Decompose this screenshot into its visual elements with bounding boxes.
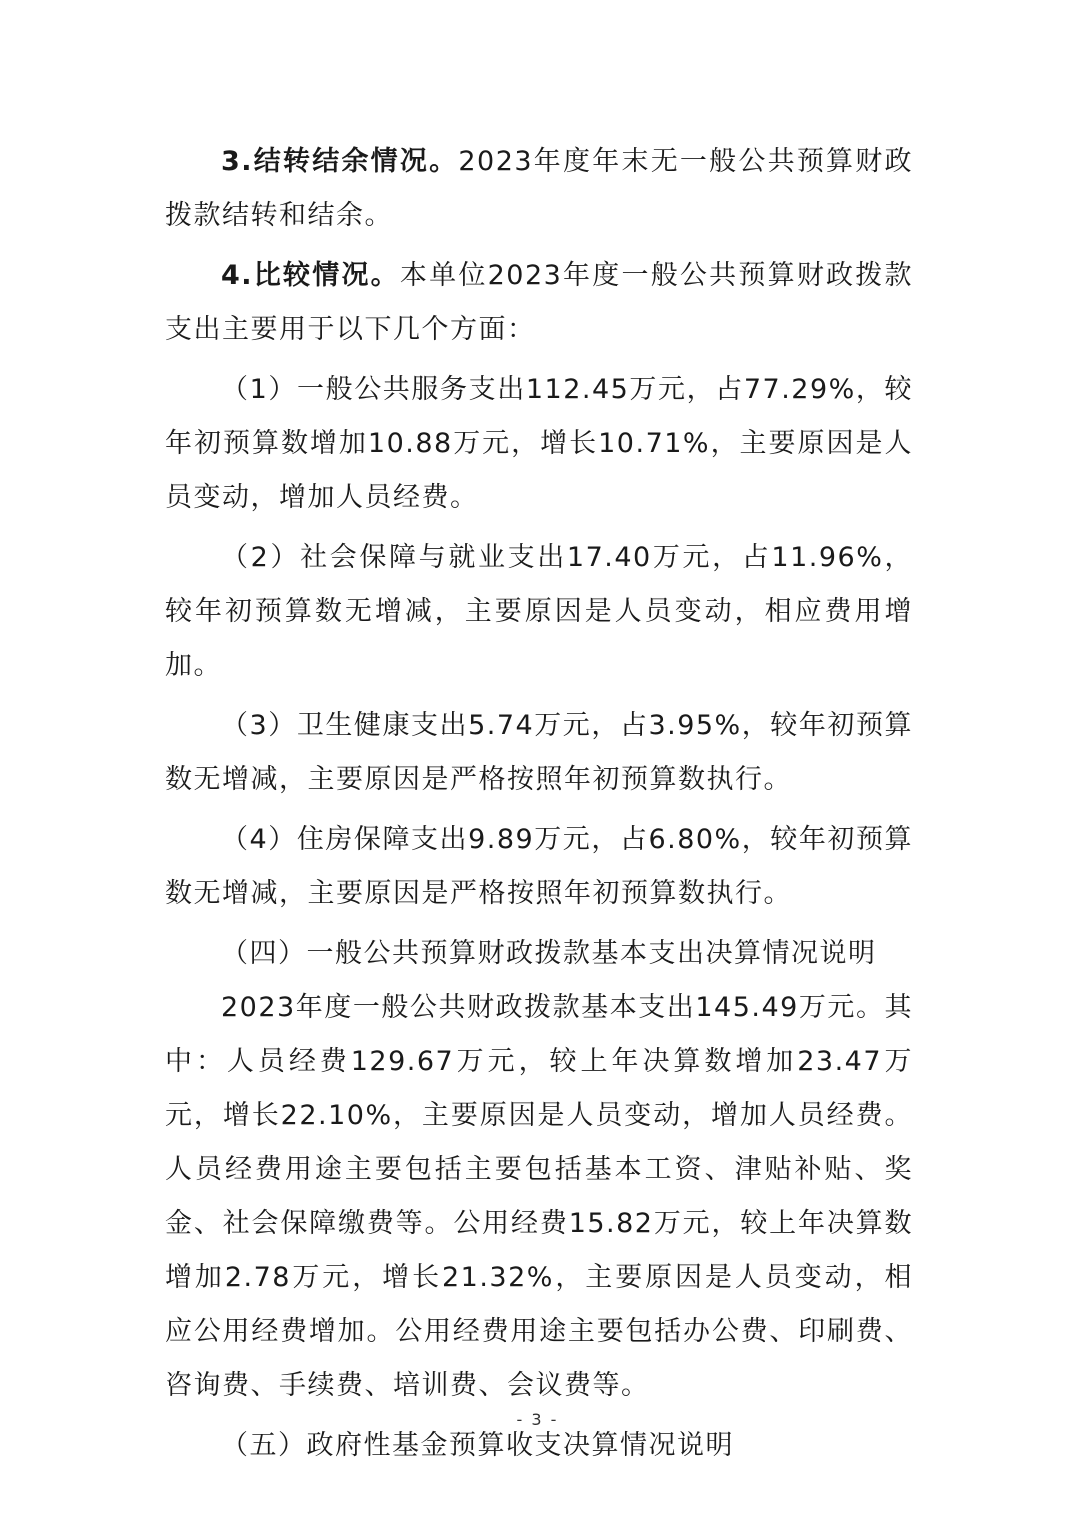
document-body	[165, 135, 913, 1473]
list-item-general-public-services: （1）一般公共服务支出112.45万元，占77.29%，较年初预算数增加10.88万元，增长10.71%，主要原因是人员变动，增加人员经费。	[165, 374, 913, 513]
paragraph-comparison	[165, 249, 913, 357]
paragraph-lead: 4.比较情况。	[221, 260, 400, 291]
paragraph-carryover	[165, 135, 913, 243]
section-heading-basic-expenditure: （四）一般公共预算财政拨款基本支出决算情况说明	[221, 938, 877, 969]
list-item-housing: （4）住房保障支出9.89万元，占6.80%，较年初预算数无增减，主要原因是严格按照年初预算数执行。	[165, 824, 913, 909]
page-number: - 3 -	[516, 1410, 559, 1429]
paragraph-text: 本单位2023年度一般公共预算财政拨款支出主要用于以下几个方面：	[165, 260, 914, 345]
paragraph-lead: 3.结转结余情况。	[221, 146, 459, 177]
paragraph-text: 2023年度年末无一般公共预算财政拨款结转和结余。	[165, 146, 914, 231]
paragraph-basic-expenditure: 2023年度一般公共财政拨款基本支出145.49万元。其中：人员经费129.67万元，较上年决算数增加23.47万元，增长22.10%，主要原因是人员变动，增加人员经费。人员经费用途主要包括主要包括基本工资、津贴补贴、奖金、社会保障缴费等。公用经费15.82万元，较上年决算数增加2.78万元，增长21.32%，主要原因是人员变动，相应公用经费增加。公用经费用途主要包括办公费、印刷费、咨询费、手续费、培训费、会议费等。	[165, 992, 913, 1401]
list-item-health: （3）卫生健康支出5.74万元，占3.95%，较年初预算数无增减，主要原因是严格按照年初预算数执行。	[165, 710, 913, 795]
list-item-social-security: （2）社会保障与就业支出17.40万元，占11.96%，较年初预算数无增减，主要原因是人员变动，相应费用增加。	[165, 542, 913, 681]
section-heading-government-fund: （五）政府性基金预算收支决算情况说明	[221, 1430, 734, 1461]
